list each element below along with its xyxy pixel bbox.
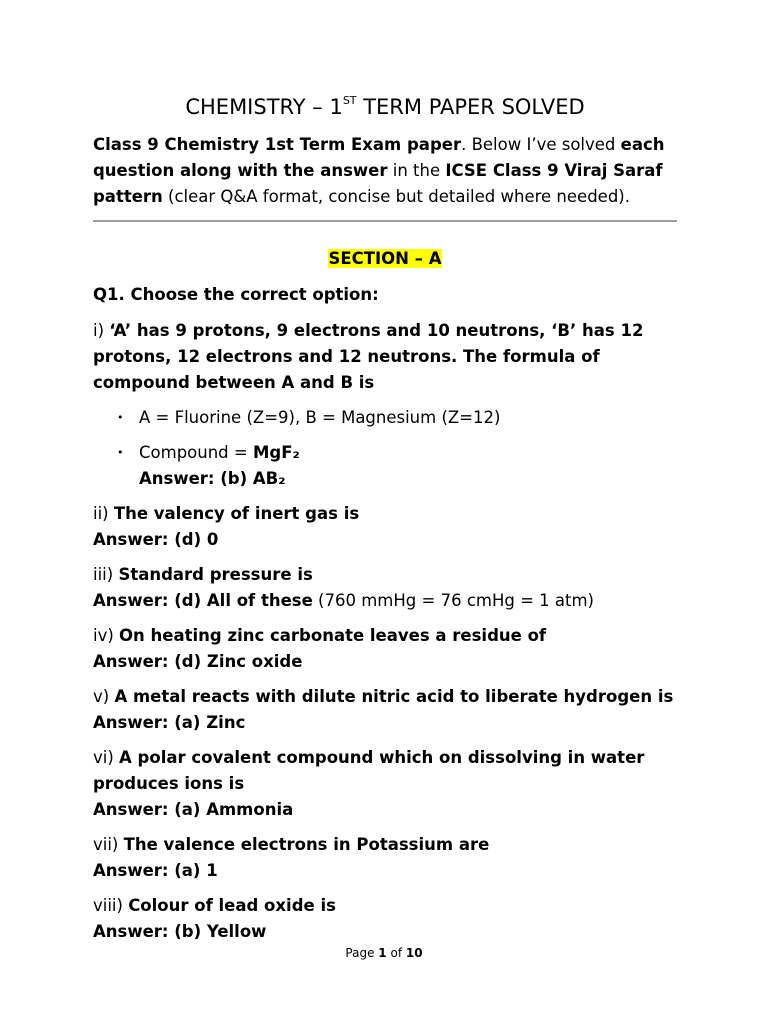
answer-text: Answer: (b) AB₂ [139,469,286,488]
question-item: ii) The valency of inert gas is Answer: (d) 0 [93,504,360,549]
question-item: iv) On heating zinc carbonate leaves a residue of Answer: (d) Zinc oxide [93,626,547,671]
answer-bullet-list [93,405,677,492]
document-page [93,86,677,954]
section-heading: SECTION – A [328,249,442,268]
question-item: i) ‘A’ has 9 protons, 9 electrons and 10 neutrons, ‘B’ has 12 protons, 12 electrons and 12 neutrons. The formula of compound between A and B is [93,321,644,392]
title-superscript: ST [342,94,357,107]
answer-text: Answer: (d) 0 [93,530,219,549]
bullet-item: • A = Fluorine (Z=9), B = Magnesium (Z=12) [139,405,677,431]
question-item: iii) Standard pressure is Answer: (d) All of these (760 mmHg = 76 cmHg = 1 atm) [93,565,594,610]
answer-text: Answer: (a) 1 [93,861,218,880]
intro-paragraph: Class 9 Chemistry 1st Term Exam paper. Below I’ve solved each question along with the answer in the ICSE Class 9 Viraj Saraf pattern (clear Q&A format, concise but detailed where needed). [93,135,665,206]
page-footer: Page 1 of 10 [345,946,423,960]
answer-text: Answer: (d) Zinc oxide [93,652,303,671]
page-title: CHEMISTRY – 1ST TERM PAPER SOLVED [185,94,585,119]
question-item: vi) A polar covalent compound which on dissolving in water produces ions is Answer: (a) Ammonia [93,748,645,819]
answer-text: Answer: (a) Ammonia [93,800,294,819]
answer-text: Answer: (d) All of these [93,591,313,610]
question-item: vii) The valence electrons in Potassium are Answer: (a) 1 [93,835,490,880]
question-group-heading: Q1. Choose the correct option: [93,285,379,304]
answer-text: Answer: (a) Zinc [93,713,246,732]
bullet-item: • Compound = MgF₂ Answer: (b) AB₂ [139,440,677,492]
total-page-count: 10 [405,946,423,960]
answer-text: Answer: (b) Yellow [93,922,267,941]
divider [93,220,677,222]
current-page-number: 1 [378,946,387,960]
question-item: viii) Colour of lead oxide is Answer: (b) Yellow [93,896,336,941]
question-item: v) A metal reacts with dilute nitric acid to liberate hydrogen is Answer: (a) Zinc [93,687,674,732]
answer-note: (760 mmHg = 76 cmHg = 1 atm) [312,591,594,610]
